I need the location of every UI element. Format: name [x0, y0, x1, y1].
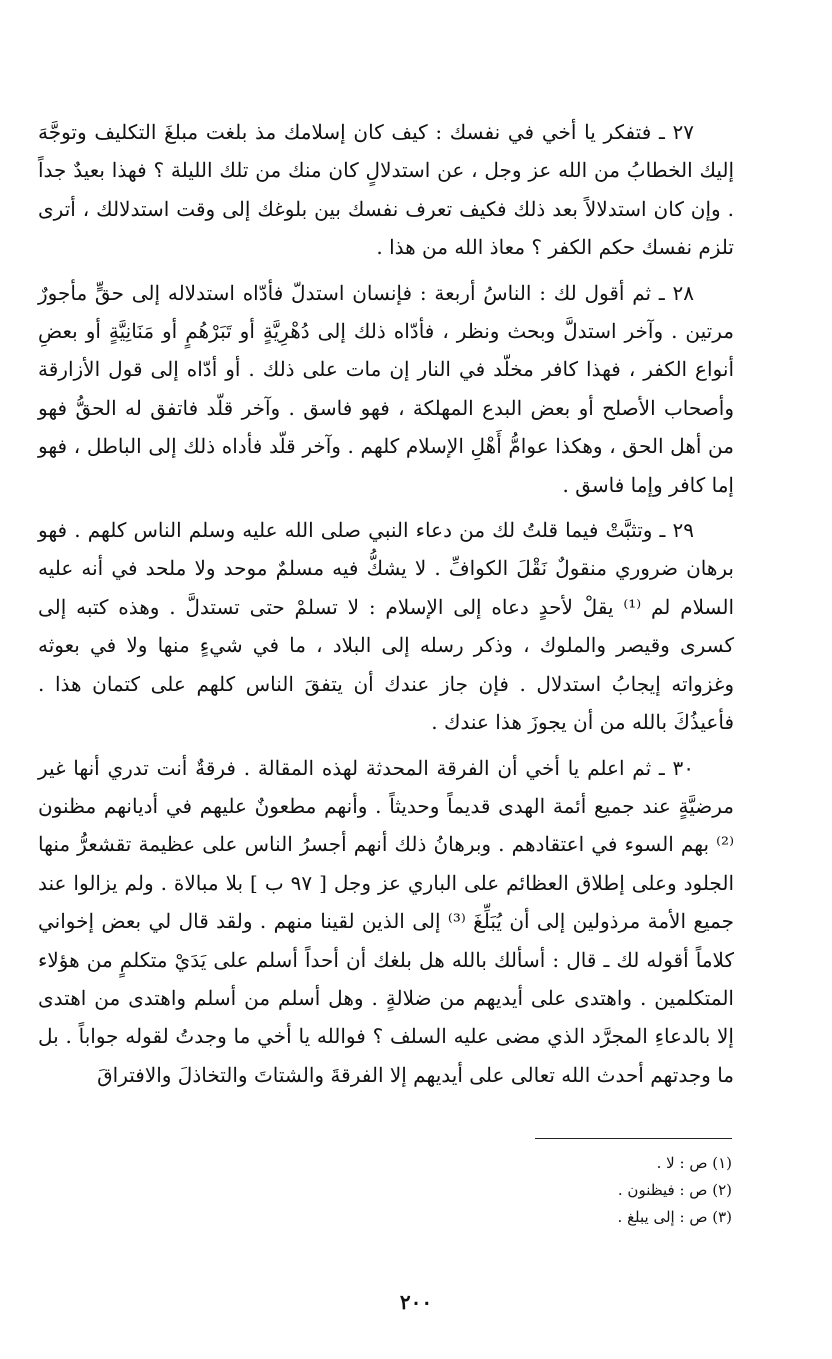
- page-number: ٢٠٠: [399, 1290, 433, 1314]
- paragraph-29: ٢٩ ـ وتثبَّتْ فيما قلتُ لك من دعاء النبي صلى الله عليه وسلم الناس كلهم . فهو برهان ضروري منقولٌ نَقْلَ الكوافِّ . لا يشكُّ فيه مسلمٌ موحد ولا ملحد في أنه عليه السلام لم ⁽¹⁾ يقلْ لأحدٍ دعاه إلى الإسلام : لا تسلمْ حتى تستدلَّ . وهذه كتبه إلى كسرى وقيصر والملوك ، وذكر رسله إلى البلاد ، ما في شيءٍ منها ولا في بعوثه وغزواته إيجابُ استدلال . فإن جاز عندك أن يتفقَ الناس كلهم على كتمان هذا . فأعيذُكَ بالله من أن يجوزَ هذا عندك .: [38, 518, 734, 735]
- footnote-1: (١) ص : لا .: [656, 1154, 732, 1172]
- footnote-2: (٢) ص : فيظنون .: [617, 1181, 732, 1199]
- paragraph-28: ٢٨ ـ ثم أقول لك : الناسُ أربعة : فإنسان استدلّ فأدّاه استدلاله إلى حقٍّ مأجورٌ مرتين . وآخر استدلَّ وبحث ونظر ، فأدّاه ذلك إلى دُهْرِيَّةٍ أو تَبَرْهُمٍ أو مَنَانِيَّةٍ أو بعضِ أنواع الكفر ، فهذا كافر مخلّد في النار إن مات على ذلك . أو أدّاه إلى قول الأزارقة وأصحاب الأصلح أو بعض البدع المهلكة ، فهو فاسق . وآخر قلّد فاتفق له الحقُّ فهو من أهل الحق ، وهكذا عوامُّ أَهْلِ الإسلام كلهم . وآخر قلّد فأداه ذلك إلى الباطل ، فهو إما كافر وإما فاسق .: [38, 280, 735, 497]
- paragraph-27: ٢٧ ـ فتفكر يا أخي في نفسك : كيف كان إسلامك مذ بلغت مبلغَ التكليف وتوجَّهَ إليك الخطابُ من الله عز وجل ، عن استدلالٍ كان منك من تلك الليلة ؟ فهذا بعيدٌ جداً . وإن كان استدلالاً بعد ذلك فكيف تعرف نفسك بين بلوغك إلى وقت استدلالك ، أترى تلزم نفسك حكم الكفر ؟ معاذ الله من هذا .: [38, 120, 735, 260]
- paragraph-30: ٣٠ ـ ثم اعلم يا أخي أن الفرقة المحدثة لهذه المقالة . فرقةٌ أنت تدري أنها غير مرضيَّةٍ عند جميع أئمة الهدى قديماً وحديثاً . وأنهم مطعونٌ عليهم في أديانهم مظنون ⁽²⁾ بهم السوء في اعتقادهم . وبرهانُ ذلك أنهم أجسرُ الناس على عظيمة تقشعرُّ منها الجلود وعلى إطلاق العظائم على الباري عز وجل [ ٩٧ ب ] بلا مبالاة . ولم يزالوا عند جميع الأمة مرذولين إلى أن يُبَلِّغَ ⁽³⁾ إلى الذين لقينا منهم . ولقد قال لي بعض إخواني كلاماً أقوله لك ـ قال : أسألك بالله هل بلغك أن أحداً أسلم على يَدَيْ متكلمٍ من هؤلاء المتكلمين . واهتدى على أيديهم من ضلالةٍ . وهل أسلم من أسلم واهتدى من اهتدى إلا بالدعاءِ المجرَّد الذي مضى عليه السلف ؟ فوالله يا أخي ما وجدتُ لقوله جواباً . بل ما وجدتهم أحدث الله تعالى على أيديهم إلا الفرقةَ والشتاتَ والتخاذلَ والافتراقَ: [38, 755, 734, 1087]
- footnotes: [430, 1150, 732, 1231]
- main-text: [38, 113, 734, 1094]
- footnote-separator: [535, 1138, 732, 1139]
- footnote-3: (٣) ص : إلى يبلغ .: [617, 1208, 732, 1226]
